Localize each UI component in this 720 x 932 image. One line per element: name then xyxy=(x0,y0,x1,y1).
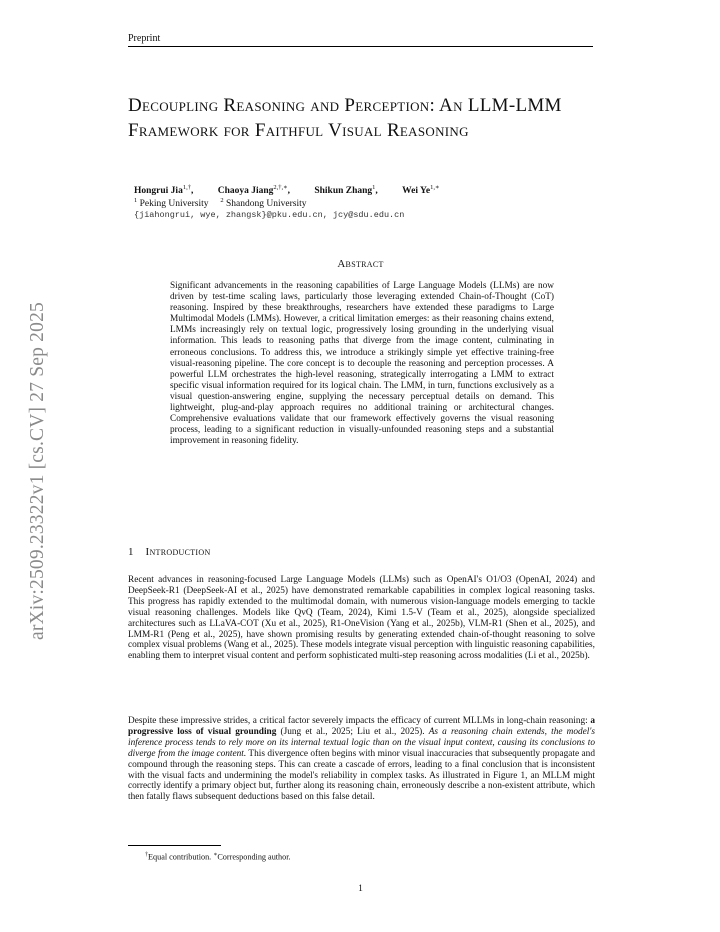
body-paragraph: Despite these impressive strides, a critical factor severely impacts the efficacy of current MLLMs in long-chain reasoning: a progressive loss of visual grounding (Jung et al., 2025; Liu et al., 2025). As a reasoning chain extends, the model's inference process tends to rely more on its internal textual logic than on the visual input context, causing its conclusions to diverge from the image content. This divergence often begins with minor visual inaccuracies that subsequently propagate and compound through the reasoning steps. This can create a cascade of errors, leading to a final conclusion that is inconsistent with the visual facts and undermining the model's reliability in complex tasks. As illustrated in Figure 1, an MLLM might correctly identify a primary object but, further along its reasoning chain, erroneously describe a non-existent attribute, which then fatally flaws subsequent deductions based on this false detail. xyxy=(128,716,595,803)
affiliations: $^1$ Peking University $^2$ Shandong University xyxy=(134,197,307,210)
page-number: 1 xyxy=(358,884,363,894)
footnote: †Equal contribution. ∗Corresponding author. xyxy=(145,852,291,862)
emphasis-bold: a progressive loss of visual grounding xyxy=(128,716,595,737)
header-rule xyxy=(128,46,593,47)
abstract-text: Significant advancements in the reasoning capabilities of Large Language Models (LLMs) are now driven by test-time scaling laws, particularly those leveraging extended Chain-of-Thought (CoT) reasoning. Inspired by these breakthroughs, researchers have extended these paradigms to Large Multimodal Models (LMMs). However, a critical limitation emerges: as their reasoning chains extend, LMMs increasingly rely on textual logic, progressively losing grounding in the underlying visual information. This leads to reasoning paths that diverge from the image content, culminating in erroneous conclusions. To address this, we introduce a strikingly simple yet effective training-free visual-reasoning pipeline. The core concept is to decouple the reasoning and perception processes. A powerful LLM orchestrates the high-level reasoning, strategically interrogating a LMM to extract specific visual information required for its logical chain. The LMM, in turn, functions exclusively as a visual question-answering engine, supplying the necessary perceptual details on demand. This lightweight, plug-and-play approach requires no additional training or architectural changes. Comprehensive evaluations validate that our framework effectively governs the visual reasoning process, leading to a significant reduction in visually-unfounded reasoning steps and a substantial improvement in reasoning fidelity. xyxy=(170,281,554,447)
author-name: Wei $Ye^{1,∗}$ xyxy=(402,184,440,197)
author-list xyxy=(134,183,604,196)
author-name: Chaoya Jiang$^{2,\dagger,∗}$, xyxy=(217,184,290,197)
paper-title: Decoupling Reasoning and Perception: An LLM-LMM Framework for Faithful Visual Reasoning xyxy=(128,95,562,141)
footnote-rule xyxy=(128,845,221,846)
section-heading xyxy=(128,546,211,558)
author-emails: {jiahongrui, wye, zhangsk}@pku.edu.cn, jcy@sdu.edu.cn xyxy=(134,210,405,220)
affiliation: Shandong University xyxy=(226,199,307,210)
emphasis-italic: As a reasoning chain extends, the model's inference process tends to rely more on its internal textual logic than on the visual input context, causing its conclusions to diverge from the image content. xyxy=(128,726,595,759)
arxiv-identifier: arXiv:2509.23322v1 [cs.CV] 27 Sep 2025 xyxy=(27,302,48,640)
section-number: 1 xyxy=(128,546,134,558)
author-name: Shikun Zhang$^1$, xyxy=(314,184,378,197)
body-paragraph: Recent advances in reasoning-focused Large Language Models (LLMs) such as OpenAI's O1/O3 (OpenAI, 2024) and DeepSeek-R1 (DeepSeek-AI et al., 2025) have demonstrated remarkable capabilities in complex logical reasoning tasks. This progress has rapidly extended to the multimodal domain, with numerous vision-language models emerging to tackle visual reasoning challenges. Models like QvQ (Team, 2024), Kimi 1.5-V (Team et al., 2025), alongside specialized architectures such as LLaVA-COT (Xu et al., 2025), R1-OneVision (Yang et al., 2025b), VLM-R1 (Shen et al., 2025), and LMM-R1 (Peng et al., 2025), have shown promising results by generating extended chain-of-thought reasoning to solve complex visual problems (Wang et al., 2025). These models integrate visual perception with linguistic reasoning capabilities, enabling them to interpret visual content and perform sophisticated multi-step reasoning across modalities (Li et al., 2025b). xyxy=(128,575,595,662)
running-head: Preprint xyxy=(128,33,161,44)
author-name: Hongrui Jia$^{1,\dagger}$, xyxy=(134,184,194,197)
abstract-heading: Abstract xyxy=(337,258,384,270)
section-title: Introduction xyxy=(145,546,211,558)
affiliation: Peking University xyxy=(139,199,209,210)
